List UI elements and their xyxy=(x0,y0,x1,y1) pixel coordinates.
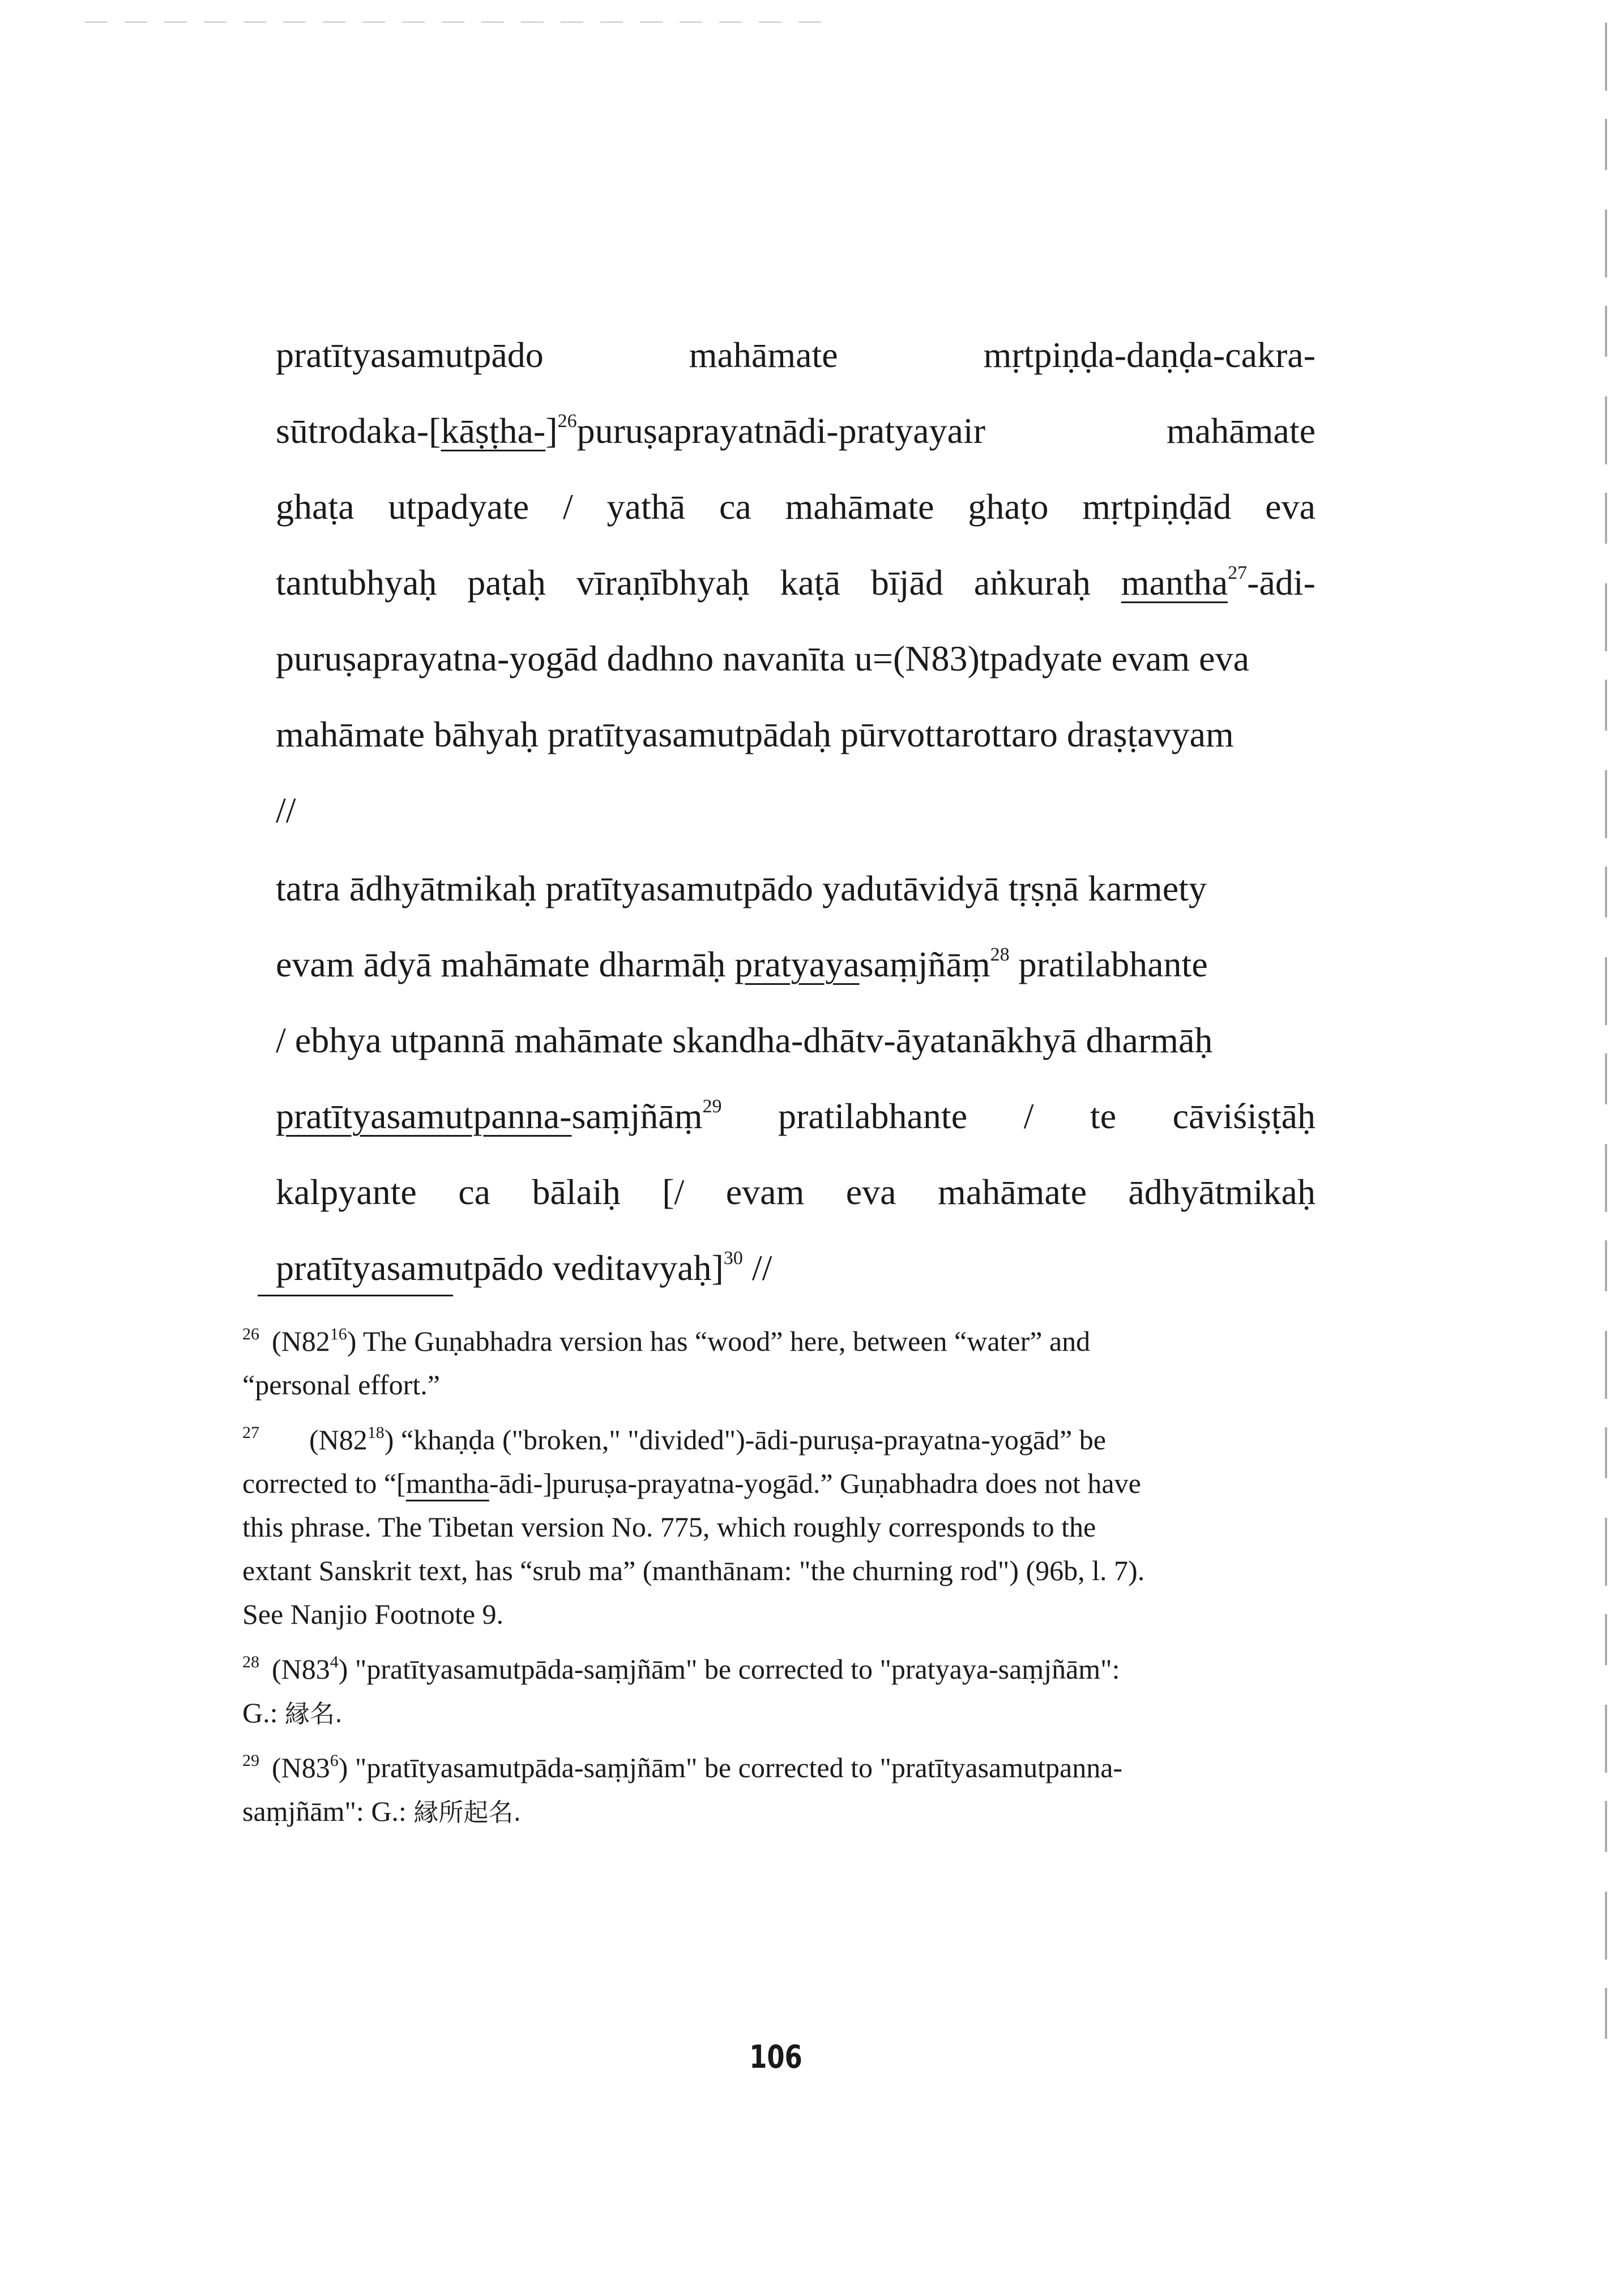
word: mahāmate xyxy=(938,1172,1087,1212)
footnote-26 xyxy=(242,1320,1316,1407)
underlined-term: mantha xyxy=(1121,562,1228,603)
text-segment: -ādi-]puruṣa-prayatna-yogād.” Guṇabhadra does not have xyxy=(489,1467,1141,1499)
footnote-line xyxy=(242,1418,1316,1462)
word: evam xyxy=(725,1172,805,1212)
word: bījād xyxy=(870,562,943,603)
footnote-line: this phrase. The Tibetan version No. 775, which roughly corresponds to the xyxy=(242,1511,1096,1543)
word: mahāmate xyxy=(689,335,838,375)
word: eva xyxy=(845,1172,896,1212)
text-segment: (N82 xyxy=(272,1325,330,1357)
text-segment: saṃjñāṃ xyxy=(571,1096,703,1136)
text-line-9 xyxy=(276,927,1316,1002)
footnote-line xyxy=(242,1691,1316,1735)
word: [/ xyxy=(662,1172,685,1212)
word: kalpyante xyxy=(276,1172,417,1212)
word: tantubhyaḥ xyxy=(276,562,437,603)
word: ghaṭa xyxy=(276,486,355,527)
text-segment: (N83 xyxy=(272,1653,330,1685)
text-segment: ) “khaṇḍa ("broken," "divided")-ādi-puruṣa-prayatna-yogād” be xyxy=(384,1424,1106,1456)
word-group xyxy=(276,1078,722,1154)
footnote-28 xyxy=(242,1648,1316,1735)
text-segment: ) "pratītyasamutpāda-saṃjñām" be corrected to "pratītyasamutpanna- xyxy=(338,1752,1123,1783)
text-segment: evam ādyā mahāmate dharmāḥ xyxy=(276,944,726,984)
text-line-4 xyxy=(276,545,1316,621)
footnote-ref-28: 28 xyxy=(990,944,1010,965)
footnote-27 xyxy=(242,1418,1316,1636)
word: mṛtpiṇḍa-daṇḍa-cakra- xyxy=(983,335,1316,375)
text-line-12 xyxy=(276,1154,1316,1230)
main-text xyxy=(276,317,1316,1306)
word: bālaiḥ xyxy=(532,1172,621,1212)
word: / xyxy=(562,486,573,527)
cjk-text: 縁所起名. xyxy=(413,1798,522,1827)
text-line-2 xyxy=(276,393,1316,469)
text-line-7: // xyxy=(276,790,296,830)
footnote-ref-29: 29 xyxy=(702,1096,722,1117)
footnote-line xyxy=(242,1648,1316,1691)
text-segment: pratilabhante xyxy=(1018,944,1208,984)
word: paṭaḥ xyxy=(467,562,546,603)
footnote-number: 28 xyxy=(242,1653,259,1671)
word: mahāmate xyxy=(785,486,934,527)
text-segment: ] xyxy=(545,411,558,451)
underlined-term: pratītyasamutpanna- xyxy=(276,1096,572,1136)
word: pratītyasamutpādo xyxy=(276,335,544,375)
word: ca xyxy=(719,486,751,527)
word: te xyxy=(1090,1096,1117,1136)
footnote-ref-30: 30 xyxy=(723,1248,743,1269)
footnote-line: “personal effort.” xyxy=(242,1369,440,1401)
word: cāviśiṣṭāḥ xyxy=(1172,1096,1316,1136)
footnote-number: 27 xyxy=(242,1423,259,1442)
word: yathā xyxy=(607,486,686,527)
underlined-term: pratyaya xyxy=(734,944,860,984)
word: ghaṭo xyxy=(968,486,1049,527)
page-number: 106 xyxy=(749,2039,802,2076)
footnote-line xyxy=(242,1462,1316,1505)
cjk-text: 縁名. xyxy=(285,1700,343,1729)
superscript: 16 xyxy=(330,1325,347,1343)
text-line-11 xyxy=(276,1078,1316,1154)
footnote-29 xyxy=(242,1746,1316,1833)
text-segment: sūtrodaka-[ xyxy=(276,411,441,451)
underlined-term: mantha xyxy=(405,1467,489,1499)
text-segment: puruṣaprayatnādi-pratyayair xyxy=(576,411,985,451)
word: pratilabhante xyxy=(778,1096,968,1136)
superscript: 6 xyxy=(330,1751,339,1770)
text-segment: (N83 xyxy=(272,1752,330,1783)
footnote-line xyxy=(242,1746,1316,1790)
word: utpadyate xyxy=(388,486,529,527)
text-segment: ) The Guṇabhadra version has “wood” here, between “water” and xyxy=(347,1325,1091,1357)
word: / xyxy=(1023,1096,1034,1136)
text-line-1 xyxy=(276,317,1316,393)
superscript: 4 xyxy=(330,1653,339,1671)
word: ca xyxy=(458,1172,491,1212)
text-segment: -ādi- xyxy=(1247,562,1316,603)
word-group xyxy=(276,393,985,469)
underlined-term: kāṣṭha- xyxy=(441,411,546,451)
footnote-ref-26: 26 xyxy=(557,411,577,432)
word: aṅkuraḥ xyxy=(973,562,1091,603)
footnote-line: See Nanjio Footnote 9. xyxy=(242,1598,504,1630)
word: mahāmate xyxy=(1167,411,1316,451)
text-segment: G.: xyxy=(242,1697,278,1729)
text-line-10: / ebhya utpannā mahāmate skandha-dhātv-āyatanākhyā dharmāḥ xyxy=(276,1020,1213,1060)
text-line-8: tatra ādhyātmikaḥ pratītyasamutpādo yadutāvidyā tṛṣṇā karmety xyxy=(276,868,1207,908)
word-group xyxy=(1121,545,1316,621)
text-segment: corrected to “[ xyxy=(242,1467,406,1499)
word: mṛtpiṇḍād xyxy=(1082,486,1232,527)
footnote-divider xyxy=(258,1295,453,1296)
scan-artifact-edge xyxy=(1605,23,1607,2039)
text-segment: (N82 xyxy=(309,1424,368,1456)
footnote-line xyxy=(242,1790,1316,1833)
text-line-6: mahāmate bāhyaḥ pratītyasamutpādaḥ pūrvottarottaro draṣṭavyam xyxy=(276,714,1234,754)
text-segment: ) "pratītyasamutpāda-saṃjñām" be corrected to "pratyaya-saṃjñām": xyxy=(338,1653,1120,1685)
footnote-number: 29 xyxy=(242,1751,259,1770)
word: kaṭā xyxy=(780,562,840,603)
text-line-3 xyxy=(276,469,1316,545)
text-segment: saṃjñām": G.: xyxy=(242,1795,407,1827)
text-segment: // xyxy=(742,1248,772,1288)
word: ādhyātmikaḥ xyxy=(1128,1172,1316,1212)
text-line-5: puruṣaprayatna-yogād dadhno navanīta u=(N83)tpadyate evam eva xyxy=(276,638,1249,678)
text-segment: pratītyasamutpādo veditavyaḥ] xyxy=(276,1248,724,1288)
word: eva xyxy=(1265,486,1316,527)
footnotes xyxy=(242,1320,1316,1845)
scan-artifact-top xyxy=(85,22,821,23)
footnote-number: 26 xyxy=(242,1325,259,1343)
footnote-line xyxy=(242,1320,1316,1363)
footnote-ref-27: 27 xyxy=(1228,562,1248,583)
footnote-line: extant Sanskrit text, has “srub ma” (manthānam: "the churning rod") (96b, l. 7). xyxy=(242,1555,1145,1586)
word: vīraṇībhyaḥ xyxy=(576,562,750,603)
superscript: 18 xyxy=(367,1423,385,1442)
text-segment: saṃjñāṃ xyxy=(859,944,990,984)
